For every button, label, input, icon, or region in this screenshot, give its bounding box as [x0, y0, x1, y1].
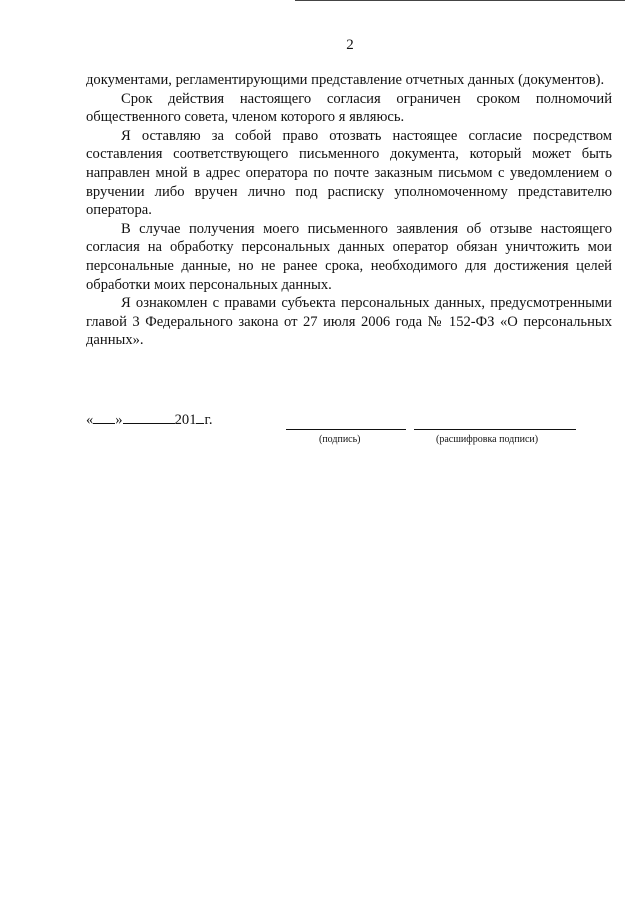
date-close-quote: » [115, 412, 123, 428]
signature-decode-line[interactable] [414, 429, 576, 430]
paragraph-revocation-right: Я оставляю за собой право отозвать настоящее согласие посредством составления соответствующего письменного документа, который может быть направлен мной в адрес оператора по почте заказным письмом с уведомлением о вручении либо вручен лично под расписку уполномоченному представителю оператора. [86, 127, 612, 219]
paragraph-term: Срок действия настоящего согласия ограничен сроком полномочий общественного совета, членом которого я являюсь. [86, 90, 612, 126]
year-suffix: г. [204, 412, 213, 428]
paragraph-revocation-consequence: В случае получения моего письменного заявления об отзыве настоящего согласия на обработку персональных данных оператор обязан уничтожить мои персональные данные, но не ранее срока, необходимого для достижения целей обработки моих персональных данных. [86, 220, 612, 293]
year-prefix: 201 [174, 412, 197, 428]
signature-caption: (подпись) [319, 434, 361, 445]
day-blank[interactable] [93, 413, 115, 424]
signature-decode-caption: (расшифровка подписи) [436, 434, 539, 445]
document-body [86, 71, 612, 350]
page-number: 2 [346, 37, 354, 53]
date-field [86, 412, 212, 429]
paragraph-acknowledgement: Я ознакомлен с правами субъекта персональных данных, предусмотренными главой 3 Федерального закона от 27 июля 2006 года № 152-ФЗ «О персональных данных». [86, 295, 612, 349]
signature-line[interactable] [286, 429, 406, 430]
signature-block [86, 412, 612, 452]
date-open-quote: « [86, 412, 94, 428]
top-rule [295, 0, 625, 1]
paragraph-continuation: документами, регламентирующими представление отчетных данных (документов). [86, 72, 605, 88]
month-blank[interactable] [123, 413, 175, 424]
